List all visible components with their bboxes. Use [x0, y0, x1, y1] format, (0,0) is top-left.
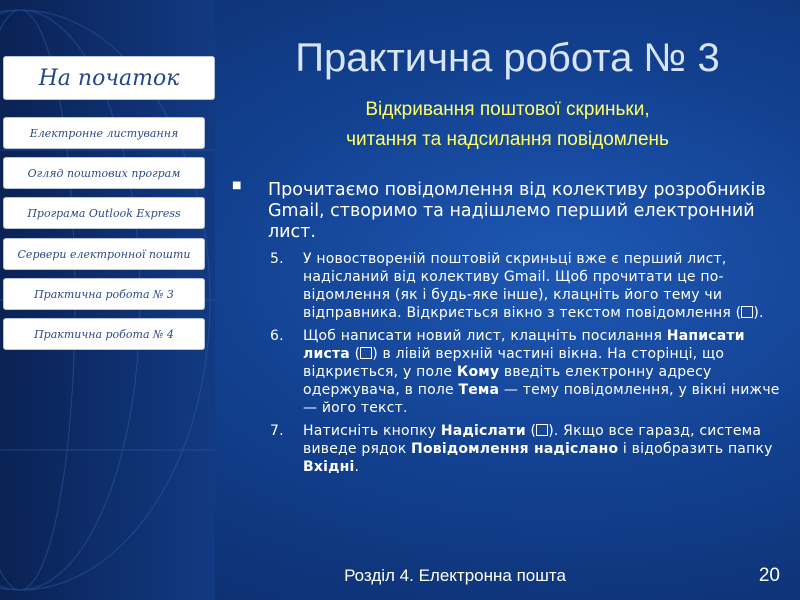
step-text: Щоб написати новий лист, клацніть посилання: [303, 328, 667, 344]
nav-item-practical-work-4[interactable]: Практична робота № 4: [3, 318, 205, 350]
step-text: У новоствореній поштовій скриньці вже є перший лист, надісланий від колективу Gmail. Щоб прочитати це по-відомлення (як і будь-яке інше), клацніть його тему чи відправника. Відкриється вікно з текстом повідомлення (: [303, 251, 742, 321]
step-text: ). Якщо все гаразд, система виведе рядок: [303, 423, 762, 457]
subtitle-line-1: Відкривання поштової скриньки,: [365, 99, 650, 120]
step-bold-term: Повідомлення надіслано: [411, 441, 619, 457]
step-text: і відобразить папку: [618, 441, 773, 457]
subtitle-line-2: читання та надсилання повідомлень: [346, 129, 669, 150]
step-item: [270, 422, 785, 476]
main-bullet-text: Прочитаємо повідомлення від колективу розробників Gmail, створимо та надішлемо перший електронний лист.: [268, 180, 766, 242]
step-text: .: [354, 459, 360, 475]
nav-item-mail-programs-overview[interactable]: Огляд поштових програм: [3, 157, 205, 189]
slide-subtitle: [215, 95, 800, 155]
step-bold-term: Написати листа: [303, 328, 745, 362]
step-bold-term: Кому: [456, 364, 500, 380]
step-item: [270, 250, 785, 322]
step-number: 7.: [270, 423, 284, 439]
nav-item-mail-servers[interactable]: Сервери електронної пошти: [3, 238, 205, 270]
slide-title: Практична робота № 3: [295, 36, 720, 80]
step-bold-term: Вхідні: [303, 459, 355, 475]
step-text: (: [349, 346, 361, 362]
nav-item-outlook-express[interactable]: Програма Outlook Express: [3, 197, 205, 229]
step-text: ).: [753, 305, 764, 321]
step-text: Натисніть кнопку: [303, 423, 441, 439]
nav-home-button[interactable]: На початок: [3, 56, 215, 100]
steps-list: [270, 250, 785, 481]
square-bullet-icon: ■: [232, 180, 242, 191]
reference-box-icon: [741, 306, 753, 318]
footer-section-label: Розділ 4. Електронна пошта: [344, 566, 566, 585]
nav-item-practical-work-3[interactable]: Практична робота № 3: [3, 278, 205, 310]
step-text: ) в лівій верхній частині вікна. На сторінці, що відкриється, у поле: [303, 346, 725, 380]
step-item: [270, 327, 785, 417]
reference-box-icon: [536, 424, 548, 436]
reference-box-icon: [360, 347, 372, 359]
step-text: — тему повідомлення, у вікні нижче — його текст.: [303, 382, 780, 416]
step-number: 6.: [270, 328, 284, 344]
step-bold-term: Надіслати: [440, 423, 526, 439]
step-text: (: [525, 423, 537, 439]
page-number: 20: [758, 565, 780, 586]
nav-item-email-correspondence[interactable]: Електронне листування: [3, 117, 205, 149]
step-bold-term: Тема: [458, 382, 500, 398]
step-number: 5.: [270, 251, 284, 267]
step-text: введіть електронну адресу одержувача, в поле: [303, 364, 712, 398]
